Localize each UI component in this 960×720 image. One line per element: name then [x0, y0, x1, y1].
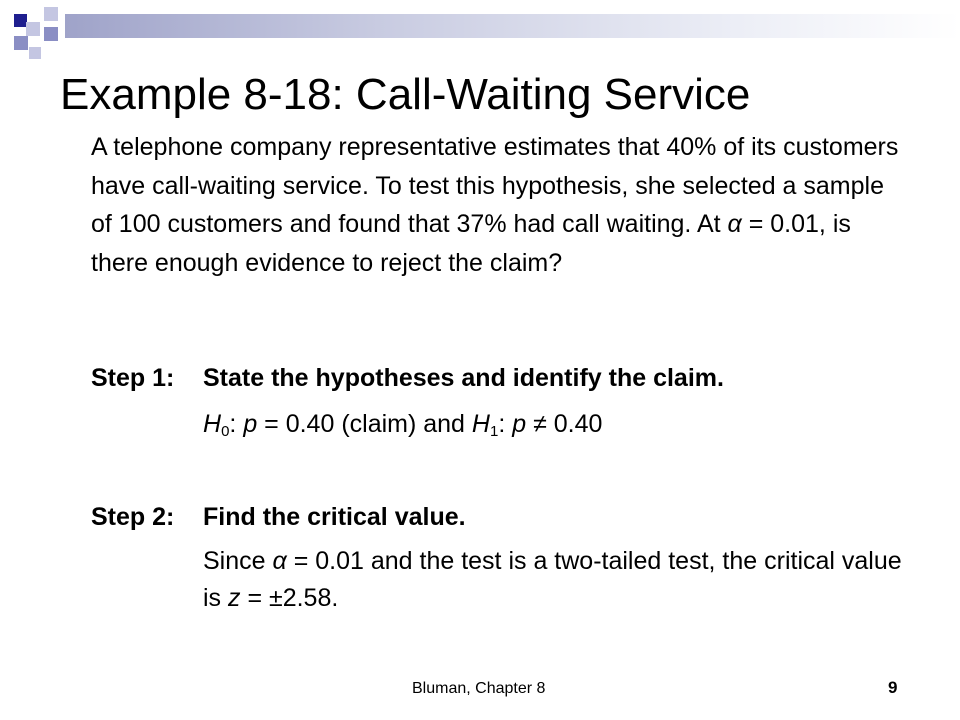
h0-subscript: 0 [221, 423, 230, 440]
h1-subscript: 1 [489, 423, 499, 440]
step1-title: State the hypotheses and identify the claim. [203, 364, 724, 392]
step2-explanation [203, 543, 923, 617]
h1-variable: p [512, 410, 527, 438]
step2-text-3: = ±2.58. [240, 584, 339, 612]
corner-square-light [44, 7, 58, 21]
h0-statement: = 0.40 (claim) and [257, 410, 472, 438]
h1-letter: H [471, 410, 490, 438]
step1-hypotheses [203, 406, 923, 443]
corner-square-light [26, 22, 40, 36]
h1-statement: ≠ 0.40 [526, 410, 603, 438]
step2-label: Step 2: [91, 503, 175, 531]
z-variable: z [228, 584, 241, 612]
step2-text-1: Since [203, 547, 273, 575]
problem-text-1: A telephone company representative estimates that 40% of its customers have call-waiting service. To test this hypothesis, she selected a sample of 100 customers and found that 37% had call waiting. At [91, 133, 899, 238]
problem-statement [91, 128, 911, 282]
step2-heading [91, 503, 466, 532]
step1-heading [91, 364, 724, 393]
h0-colon: : [229, 410, 244, 438]
h0-letter: H [203, 410, 222, 438]
corner-square-light [29, 47, 41, 59]
step2-text-2: = 0.01 and the test is a two-tailed test, the critical value is [203, 547, 902, 612]
h1-colon: : [498, 410, 513, 438]
step1-label: Step 1: [91, 364, 175, 392]
alpha-symbol: α [727, 210, 742, 238]
corner-square-mid [44, 27, 58, 41]
h0-variable: p [243, 410, 258, 438]
header-gradient-bar [65, 14, 960, 38]
corner-square-mid [14, 36, 28, 50]
step2-title: Find the critical value. [203, 503, 466, 531]
page-number: 9 [888, 678, 898, 697]
footer-source: Bluman, Chapter 8 [412, 680, 546, 697]
alpha-symbol: α [272, 547, 287, 575]
slide-title: Example 8-18: Call-Waiting Service [60, 70, 751, 119]
problem-text-2: = 0.01, is there enough evidence to reject the claim? [91, 210, 851, 277]
